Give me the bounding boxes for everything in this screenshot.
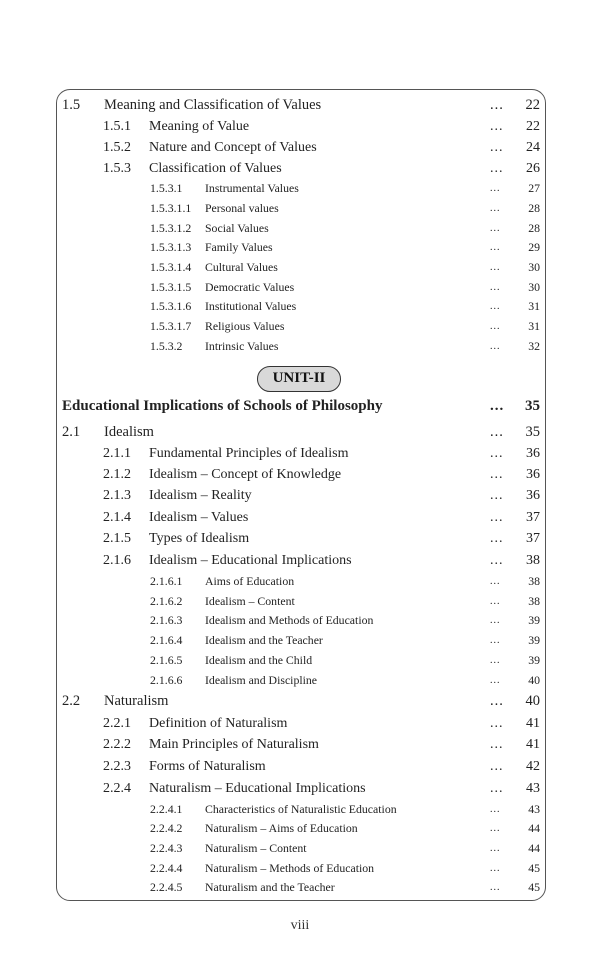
- toc-entry-2-2-4-2[interactable]: [0, 821, 600, 841]
- toc-entry-number: 2.1.6: [103, 553, 131, 568]
- leader-dots: ...: [490, 655, 501, 666]
- toc-entry-title: Aims of Education: [205, 574, 295, 588]
- unit-badge: UNIT-II: [257, 366, 341, 392]
- toc-entry-number: 2.1.2: [103, 467, 131, 482]
- toc-entry-page: 24: [526, 140, 540, 155]
- leader-dots: ...: [490, 759, 504, 774]
- toc-entry-number: 2.1.3: [103, 488, 131, 503]
- toc-entry-2-2-2[interactable]: [0, 737, 600, 758]
- toc-entry-2-1-2[interactable]: [0, 467, 600, 488]
- toc-entry-page: 38: [528, 594, 540, 608]
- toc-entry-page: 30: [528, 260, 540, 274]
- toc-entry-title: Idealism – Concept of Knowledge: [149, 467, 342, 482]
- toc-entry-title: Meaning of Value: [149, 119, 250, 134]
- toc-entry-page: 42: [526, 759, 540, 774]
- toc-entry-number: 1.5.3.1.1: [150, 201, 192, 215]
- leader-dots: ...: [490, 693, 504, 709]
- toc-entry-number: 2.1.6.3: [150, 613, 183, 627]
- leader-dots: ...: [490, 843, 501, 854]
- toc-entry-page: 26: [526, 161, 540, 176]
- toc-entry-page: 39: [528, 633, 540, 647]
- leader-dots: ...: [490, 716, 504, 731]
- toc-entry-1-5-3-1-1[interactable]: [0, 201, 600, 221]
- leader-dots: ...: [490, 576, 501, 587]
- leader-dots: ...: [490, 488, 504, 503]
- toc-entry-number: 2.2.3: [103, 759, 131, 774]
- toc-entry-number: 2.2.4.5: [150, 880, 183, 894]
- toc-entry-page: 45: [528, 861, 540, 875]
- toc-entry-page: 36: [526, 446, 540, 461]
- toc-entry-page: 36: [526, 488, 540, 503]
- toc-entry-2-2-4-3[interactable]: [0, 841, 600, 861]
- leader-dots: ...: [490, 615, 501, 626]
- toc-entry-page: 38: [526, 553, 540, 568]
- toc-entry-title: Idealism and the Teacher: [205, 633, 323, 647]
- toc-entry-number: 2.2.2: [103, 737, 131, 752]
- leader-dots: ...: [490, 97, 504, 113]
- toc-entry-title: Main Principles of Naturalism: [149, 737, 319, 752]
- toc-entry-page: 28: [528, 201, 540, 215]
- toc-entry-number: 1.5.3.1.5: [150, 280, 192, 294]
- toc-entry-number: 1.5: [62, 97, 81, 113]
- leader-dots: ...: [490, 823, 501, 834]
- toc-entry-title: Cultural Values: [205, 260, 278, 274]
- toc-entry-title: Meaning and Classification of Values: [104, 97, 322, 113]
- toc-entry-page: 40: [528, 673, 540, 687]
- toc-entry-page: 43: [526, 781, 540, 796]
- toc-entry-title: Naturalism – Methods of Education: [205, 861, 375, 875]
- toc-entry-number: 2.2.1: [103, 716, 131, 731]
- toc-entry-page: 30: [528, 280, 540, 294]
- toc-entry-2-1-6-1[interactable]: [0, 574, 600, 594]
- toc-entry-page: 44: [528, 821, 540, 835]
- toc-entry-2-2-1[interactable]: [0, 716, 600, 737]
- leader-dots: ...: [490, 398, 505, 414]
- leader-dots: ...: [490, 183, 501, 194]
- toc-entry-number: 1.5.2: [103, 140, 131, 155]
- toc-entry-2-1-6-3[interactable]: [0, 613, 600, 633]
- toc-entry-title: Definition of Naturalism: [149, 716, 288, 731]
- toc-entry-page: 31: [528, 319, 540, 333]
- toc-entry-number: 2.2.4.4: [150, 861, 183, 875]
- toc-entry-title: Idealism – Reality: [149, 488, 252, 503]
- toc-entry-number: 1.5.3.1.3: [150, 240, 192, 254]
- leader-dots: ...: [490, 596, 501, 607]
- toc-entry-1-5-3-1-3[interactable]: [0, 240, 600, 260]
- leader-dots: ...: [490, 262, 501, 273]
- toc-entry-page: 28: [528, 221, 540, 235]
- toc-entry-number: 1.5.3.1.7: [150, 319, 192, 333]
- toc-entry-1-5-3-2[interactable]: [0, 339, 600, 359]
- toc-entry-2-1-1[interactable]: [0, 446, 600, 467]
- unit-heading-title: Educational Implications of Schools of Philosophy: [62, 398, 383, 414]
- toc-entry-title: Religious Values: [205, 319, 285, 333]
- toc-entry-number: 2.1.6.2: [150, 594, 183, 608]
- toc-entry-title: Instrumental Values: [205, 181, 299, 195]
- unit-heading-page: 35: [525, 398, 540, 414]
- toc-entry-2-1-6-4[interactable]: [0, 633, 600, 653]
- leader-dots: ...: [490, 140, 504, 155]
- leader-dots: ...: [490, 223, 501, 234]
- toc-entry-page: 35: [525, 424, 540, 440]
- leader-dots: ...: [490, 119, 504, 134]
- toc-entry-number: 1.5.3.1.6: [150, 299, 192, 313]
- toc-entry-number: 1.5.3.1: [150, 181, 183, 195]
- toc-entry-number: 2.2.4: [103, 781, 131, 796]
- leader-dots: ...: [490, 446, 504, 461]
- toc-entry-title: Idealism and Methods of Education: [205, 613, 374, 627]
- toc-entry-2-1[interactable]: [0, 424, 600, 446]
- leader-dots: ...: [490, 242, 501, 253]
- toc-entry-page: 22: [525, 97, 540, 113]
- toc-entry-number: 2.2.4.1: [150, 802, 183, 816]
- leader-dots: ...: [490, 424, 504, 440]
- toc-entry-1-5-3-1[interactable]: [0, 181, 600, 201]
- toc-entry-2-1-3[interactable]: [0, 488, 600, 509]
- toc-entry-title: Naturalism: [104, 693, 169, 709]
- toc-entry-page: 45: [528, 880, 540, 894]
- toc-entry-number: 2.1.6.5: [150, 653, 183, 667]
- toc-entry-number: 1.5.1: [103, 119, 131, 134]
- toc-entry-number: 2.1.6.6: [150, 673, 183, 687]
- toc-entry-title: Democratic Values: [205, 280, 295, 294]
- toc-entry-page: 36: [526, 467, 540, 482]
- toc-entry-page: 39: [528, 613, 540, 627]
- toc-entry-2-1-4[interactable]: [0, 510, 600, 531]
- toc-entry-title: Nature and Concept of Values: [149, 140, 317, 155]
- leader-dots: ...: [490, 161, 504, 176]
- toc-entry-1-5-3-1-6[interactable]: [0, 299, 600, 319]
- leader-dots: ...: [490, 531, 504, 546]
- toc-entry-page: 37: [526, 531, 540, 546]
- unit-heading-row[interactable]: [0, 398, 600, 422]
- toc-entry-page: 38: [528, 574, 540, 588]
- leader-dots: ...: [490, 781, 504, 796]
- leader-dots: ...: [490, 341, 501, 352]
- toc-entry-1-5-3[interactable]: [0, 161, 600, 182]
- toc-entry-title: Naturalism – Content: [205, 841, 307, 855]
- toc-entry-number: 2.1.5: [103, 531, 131, 546]
- toc-entry-title: Idealism – Educational Implications: [149, 553, 352, 568]
- leader-dots: ...: [490, 282, 501, 293]
- leader-dots: ...: [490, 675, 501, 686]
- leader-dots: ...: [490, 203, 501, 214]
- toc-entry-title: Naturalism – Aims of Education: [205, 821, 358, 835]
- toc-entry-1-5-3-1-2[interactable]: [0, 221, 600, 241]
- toc-entry-number: 2.2: [62, 693, 81, 709]
- toc-entry-1-5-1[interactable]: [0, 119, 600, 140]
- toc-entry-page: 40: [525, 693, 540, 709]
- toc-entry-title: Family Values: [205, 240, 273, 254]
- toc-entry-2-1-6[interactable]: [0, 553, 600, 574]
- toc-entry-page: 27: [528, 181, 540, 195]
- toc-entry-page: 31: [528, 299, 540, 313]
- toc-entry-2-1-6-2[interactable]: [0, 594, 600, 614]
- toc-entry-number: 2.1: [62, 424, 81, 440]
- toc-entry-page: 39: [528, 653, 540, 667]
- toc-entry-2-2-4-1[interactable]: [0, 802, 600, 822]
- toc-entry-number: 1.5.3.1.4: [150, 260, 192, 274]
- toc-entry-2-2-4-5[interactable]: [0, 880, 600, 900]
- toc-entry-number: 1.5.3: [103, 161, 131, 176]
- toc-entry-2-2-4-4[interactable]: [0, 861, 600, 881]
- leader-dots: ...: [490, 553, 504, 568]
- toc-entry-2-2-4[interactable]: [0, 781, 600, 802]
- toc-entry-number: 1.5.3.1.2: [150, 221, 192, 235]
- toc-entry-title: Naturalism – Educational Implications: [149, 781, 366, 796]
- leader-dots: ...: [490, 737, 504, 752]
- toc-entry-page: 43: [528, 802, 540, 816]
- toc-entry-number: 1.5.3.2: [150, 339, 183, 353]
- toc-entry-2-1-6-6[interactable]: [0, 673, 600, 693]
- toc-entry-1-5[interactable]: [0, 97, 600, 119]
- toc-entry-title: Social Values: [205, 221, 269, 235]
- toc-entry-1-5-3-1-5[interactable]: [0, 280, 600, 300]
- toc-entry-number: 2.1.1: [103, 446, 131, 461]
- toc-entry-number: 2.1.4: [103, 510, 131, 525]
- leader-dots: ...: [490, 510, 504, 525]
- leader-dots: ...: [490, 321, 501, 332]
- toc-entry-number: 2.2.4.2: [150, 821, 183, 835]
- toc-entry-page: 44: [528, 841, 540, 855]
- page-number: viii: [290, 918, 310, 933]
- toc-entry-title: Idealism: [104, 424, 154, 440]
- toc-entry-page: 41: [526, 716, 540, 731]
- toc-entry-title: Idealism and the Child: [205, 653, 313, 667]
- toc-entry-title: Types of Idealism: [149, 531, 250, 546]
- leader-dots: ...: [490, 863, 501, 874]
- toc-entry-title: Classification of Values: [149, 161, 282, 176]
- toc-entry-1-5-3-1-7[interactable]: [0, 319, 600, 339]
- leader-dots: ...: [490, 882, 501, 893]
- toc-entry-number: 2.1.6.1: [150, 574, 183, 588]
- leader-dots: ...: [490, 635, 501, 646]
- toc-entry-2-2[interactable]: [0, 693, 600, 715]
- toc-entry-title: Idealism – Content: [205, 594, 295, 608]
- toc-entry-page: 32: [528, 339, 540, 353]
- toc-entry-title: Institutional Values: [205, 299, 297, 313]
- toc-entry-page: 37: [526, 510, 540, 525]
- toc-entry-2-1-6-5[interactable]: [0, 653, 600, 673]
- toc-entry-title: Naturalism and the Teacher: [205, 880, 335, 894]
- toc-entry-page: 22: [526, 119, 540, 134]
- toc-entry-title: Personal values: [205, 201, 279, 215]
- toc-entry-1-5-2[interactable]: [0, 140, 600, 161]
- toc-entry-1-5-3-1-4[interactable]: [0, 260, 600, 280]
- toc-entry-number: 2.1.6.4: [150, 633, 183, 647]
- toc-entry-page: 29: [528, 240, 540, 254]
- toc-entry-number: 2.2.4.3: [150, 841, 183, 855]
- toc-entry-title: Fundamental Principles of Idealism: [149, 446, 349, 461]
- leader-dots: ...: [490, 301, 501, 312]
- toc-entry-title: Forms of Naturalism: [149, 759, 266, 774]
- toc-entry-title: Intrinsic Values: [205, 339, 279, 353]
- toc-entry-2-1-5[interactable]: [0, 531, 600, 552]
- toc-entry-title: Idealism and Discipline: [205, 673, 318, 687]
- toc-entry-title: Characteristics of Naturalistic Education: [205, 802, 397, 816]
- leader-dots: ...: [490, 467, 504, 482]
- toc-entry-title: Idealism – Values: [149, 510, 249, 525]
- toc-entry-page: 41: [526, 737, 540, 752]
- toc-entry-2-2-3[interactable]: [0, 759, 600, 780]
- leader-dots: ...: [490, 804, 501, 815]
